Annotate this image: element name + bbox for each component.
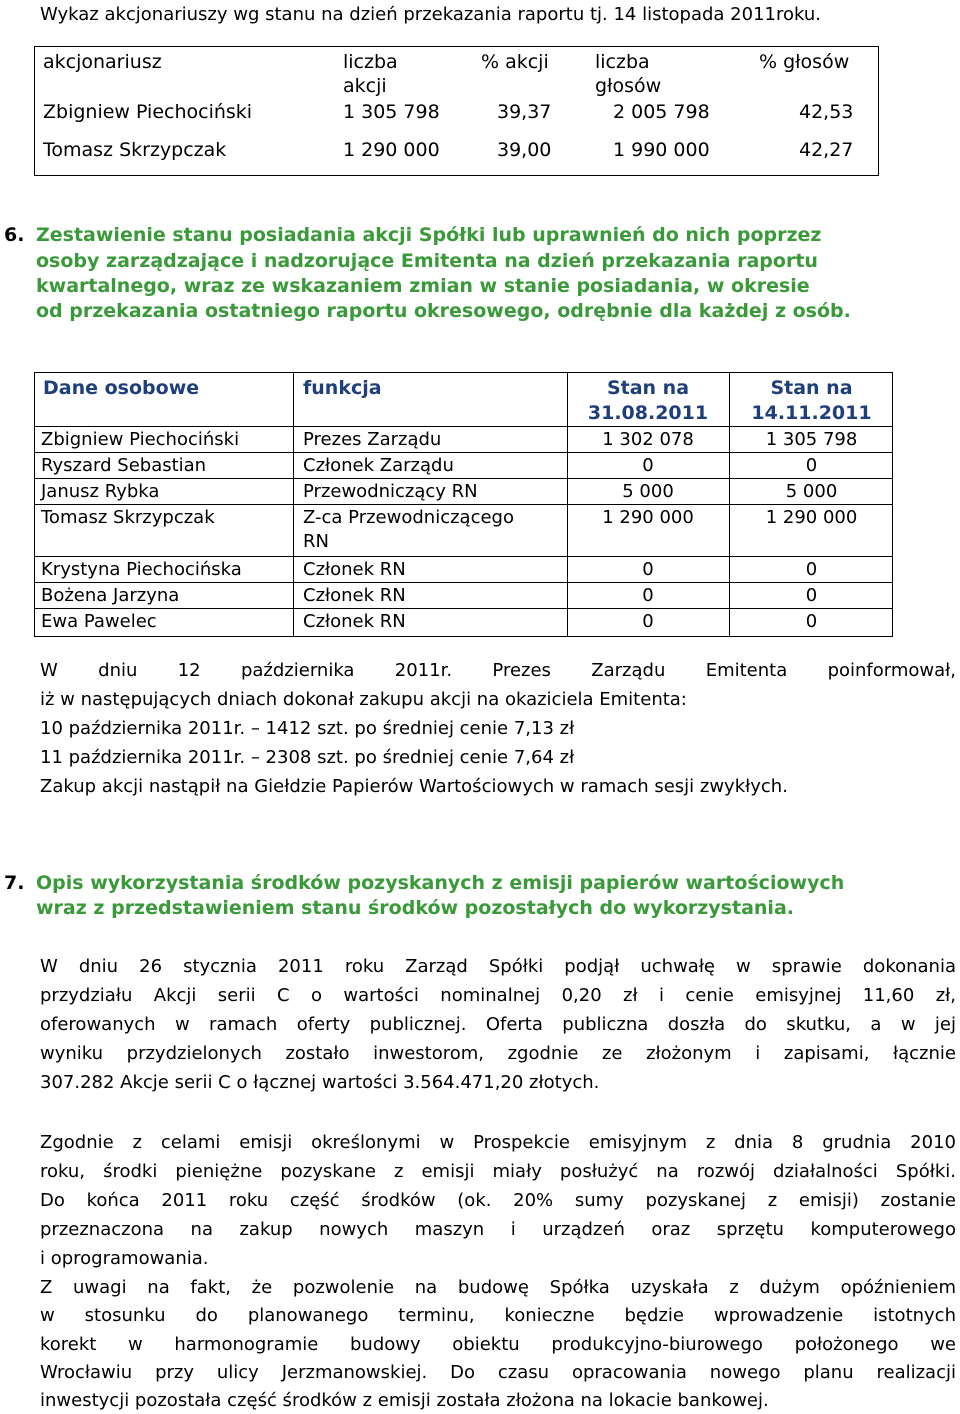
table-cell: RN xyxy=(303,531,329,552)
table-cell: Zbigniew Piechociński xyxy=(41,429,240,450)
table-cell: Zbigniew Piechociński xyxy=(43,101,253,123)
paragraph-line: W dniu 26 stycznia 2011 roku Zarząd Spółki podjął uchwałę w sprawie dokonania xyxy=(40,956,956,977)
table-cell: 0 xyxy=(642,611,654,632)
table-cell: 0 xyxy=(805,559,818,580)
paragraph-line: oferowanych w ramach oferty publicznej. Oferta publiczna doszła do skutku, a w jej xyxy=(40,1014,956,1035)
header-liczba-akcji-1: liczba xyxy=(343,51,398,73)
section-6-number: 6. xyxy=(4,224,25,246)
paragraph-line: przeznaczona na zakup nowych maszyn i urządzeń oraz sprzętu komputerowego xyxy=(40,1219,956,1240)
table-cell: Członek RN xyxy=(303,585,406,606)
table-cell: Przewodniczący RN xyxy=(303,481,478,502)
paragraph-line: korekt w harmonogramie budowy obiektu produkcyjno-biurowego położonego we xyxy=(40,1334,956,1355)
table-cell: 1 990 000 xyxy=(613,139,710,161)
table-cell: 1 290 000 xyxy=(343,139,440,161)
table-cell: Członek RN xyxy=(303,559,406,580)
header-funkcja: funkcja xyxy=(303,377,382,399)
table-cell: 0 xyxy=(805,611,818,632)
header-liczba-glosow-1: liczba xyxy=(595,51,650,73)
intro-line: Wykaz akcjonariuszy wg stanu na dzień przekazania raportu tj. 14 listopada 2011roku. xyxy=(40,4,821,25)
holdings-table xyxy=(34,372,893,637)
paragraph-line: i oprogramowania. xyxy=(40,1248,209,1269)
table-cell: Janusz Rybka xyxy=(41,481,160,502)
table-cell: Bożena Jarzyna xyxy=(41,585,180,606)
header-stan-2a: Stan na xyxy=(770,377,853,399)
table-cell: 42,27 xyxy=(799,139,854,161)
header-procent-glosow: % głosów xyxy=(759,51,850,73)
table-cell: 1 290 000 xyxy=(765,507,858,528)
table-cell: 1 302 078 xyxy=(602,429,694,450)
paragraph-line: roku, środki pieniężne pozyskane z emisji miały posłużyć na rozwój działalności Spółki. xyxy=(40,1161,956,1182)
purchase-line: W dniu 12 października 2011r. Prezes Zarządu Emitenta poinformował, xyxy=(40,660,956,681)
section-6-heading-line: kwartalnego, wraz ze wskazaniem zmian w stanie posiadania, w okresie xyxy=(36,275,810,297)
table-cell: 1 305 798 xyxy=(765,429,858,450)
table-cell: Członek Zarządu xyxy=(303,455,454,476)
paragraph-line: Do końca 2011 roku część środków (ok. 20% sumy pozyskanej z emisji) zostanie xyxy=(40,1190,956,1211)
section-6-heading-line: osoby zarządzające i nadzorujące Emitenta na dzień przekazania raportu xyxy=(36,250,818,272)
table-cell: 0 xyxy=(642,585,654,606)
table-cell: Członek RN xyxy=(303,611,406,632)
paragraph-line: wyniku przydzielonych zostało inwestorom, zgodnie ze złożonym i zapisami, łącznie xyxy=(40,1043,956,1064)
header-akcjonariusz: akcjonariusz xyxy=(43,51,162,73)
table-cell: 39,00 xyxy=(497,139,552,161)
purchase-line: 11 października 2011r. – 2308 szt. po średniej cenie 7,64 zł xyxy=(40,747,575,768)
paragraph-line: przydziału Akcji serii C o wartości nominalnej 0,20 zł i cenie emisyjnej 11,60 zł, xyxy=(40,985,956,1006)
table-cell: Tomasz Skrzypczak xyxy=(41,507,215,528)
table-cell: 0 xyxy=(642,559,654,580)
table-cell: 0 xyxy=(805,585,818,606)
paragraph-line: Wrocławiu przy ulicy Jerzmanowskiej. Do czasu opracowania nowego planu realizacji xyxy=(40,1362,956,1383)
header-liczba-glosow-2: głosów xyxy=(595,75,662,97)
table-cell: 5 000 xyxy=(785,481,838,502)
purchase-line: 10 października 2011r. – 1412 szt. po średniej cenie 7,13 zł xyxy=(40,718,575,739)
table-cell: 0 xyxy=(805,455,818,476)
header-liczba-akcji-2: akcji xyxy=(343,75,387,97)
paragraph-line: Zgodnie z celami emisji określonymi w Prospekcie emisyjnym z dnia 8 grudnia 2010 xyxy=(40,1132,956,1153)
table-cell: Tomasz Skrzypczak xyxy=(43,139,227,161)
header-stan-2b: 14.11.2011 xyxy=(751,402,872,424)
table-cell: Ewa Pawelec xyxy=(41,611,157,632)
paragraph-line: Z uwagi na fakt, że pozwolenie na budowę Spółka uzyskała z dużym opóźnieniem xyxy=(40,1277,956,1298)
table-cell: 5 000 xyxy=(622,481,674,502)
table-cell: 42,53 xyxy=(799,101,854,123)
shareholders-table xyxy=(34,46,879,176)
section-7-heading-line: wraz z przedstawieniem stanu środków pozostałych do wykorzystania. xyxy=(36,897,794,919)
table-cell: 2 005 798 xyxy=(613,101,710,123)
header-stan-1b: 31.08.2011 xyxy=(587,402,709,424)
header-procent-akcji: % akcji xyxy=(481,51,549,73)
table-cell: Prezes Zarządu xyxy=(303,429,442,450)
paragraph-line: 307.282 Akcje serii C o łącznej wartości 3.564.471,20 złotych. xyxy=(40,1072,600,1093)
section-6-heading-line: Zestawienie stanu posiadania akcji Spółki lub uprawnień do nich poprzez xyxy=(36,224,822,246)
section-6-heading-line: od przekazania ostatniego raportu okresowego, odrębnie dla każdej z osób. xyxy=(36,300,851,322)
header-stan-1a: Stan na xyxy=(606,377,690,399)
purchase-line: iż w następujących dniach dokonał zakupu akcji na okaziciela Emitenta: xyxy=(40,689,687,710)
purchase-line: Zakup akcji nastąpił na Giełdzie Papierów Wartościowych w ramach sesji zwykłych. xyxy=(40,776,788,797)
table-cell: 1 305 798 xyxy=(343,101,440,123)
table-cell: Z-ca Przewodniczącego xyxy=(303,507,514,528)
table-cell: Ryszard Sebastian xyxy=(41,455,207,476)
paragraph-line: w stosunku do planowanego terminu, konieczne będzie wprowadzenie istotnych xyxy=(40,1305,956,1326)
table-cell: 1 290 000 xyxy=(602,507,694,528)
table-cell: 39,37 xyxy=(497,101,552,123)
paragraph-line: inwestycji pozostała część środków z emisji została złożona na lokacie bankowej. xyxy=(40,1390,769,1411)
header-dane-osobowe: Dane osobowe xyxy=(43,377,200,399)
section-7-number: 7. xyxy=(4,872,25,894)
section-7-heading-line: Opis wykorzystania środków pozyskanych z emisji papierów wartościowych xyxy=(36,872,845,894)
table-cell: 0 xyxy=(642,455,654,476)
table-cell: Krystyna Piechocińska xyxy=(41,559,242,580)
